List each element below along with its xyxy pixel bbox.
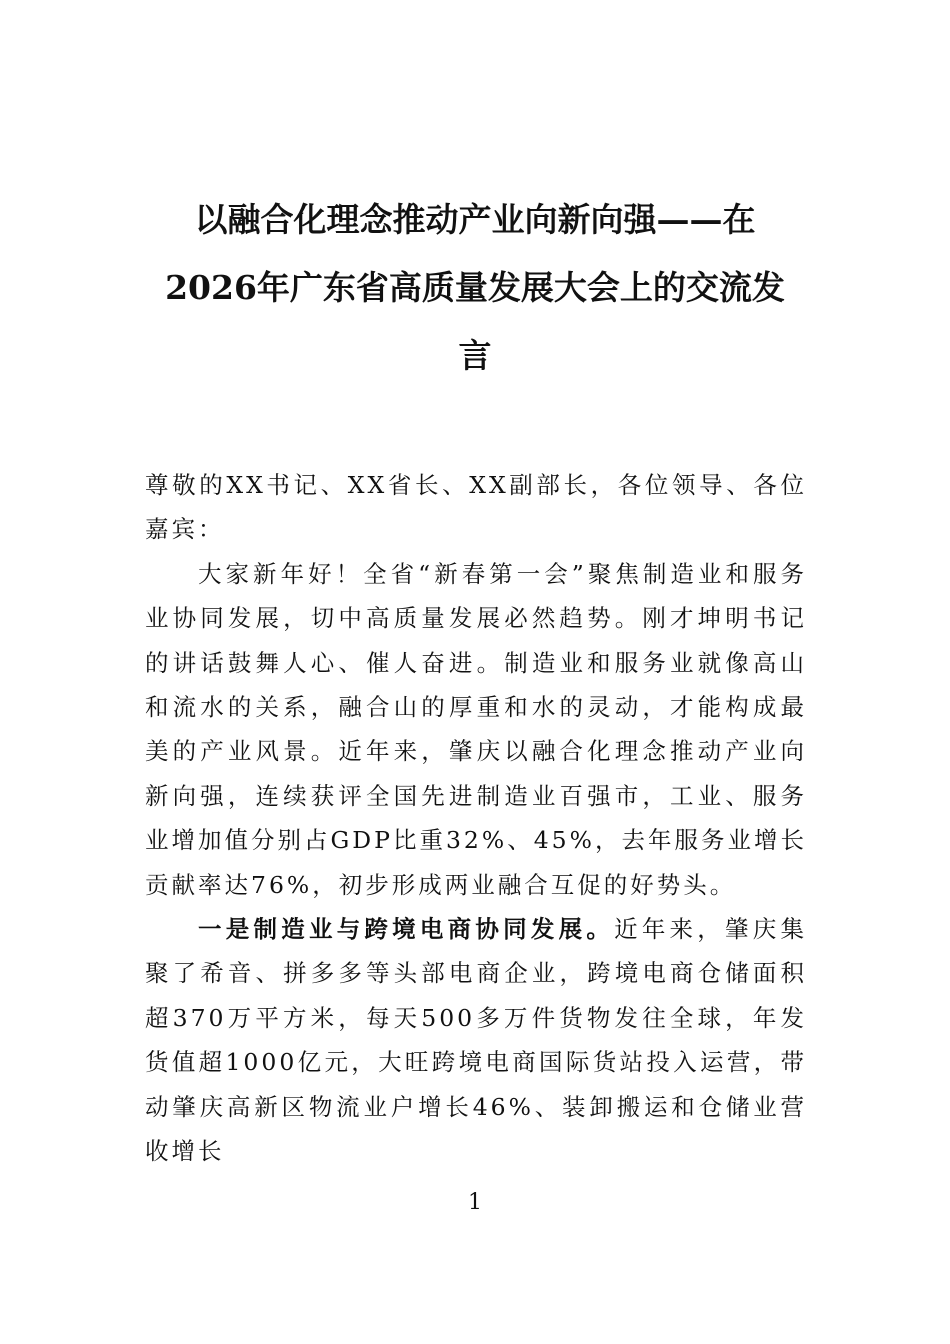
salutation: 尊敬的XX书记、XX省长、XX副部长，各位领导、各位嘉宾： <box>145 471 807 544</box>
title-line-1: 以融合化理念推动产业向新向强——在 <box>194 200 756 239</box>
title-line-2: 2026年广东省高质量发展大会上的交流发 <box>165 268 785 307</box>
document-title <box>145 186 805 390</box>
paragraph-point-one <box>145 907 807 1173</box>
title-line-3: 言 <box>458 336 492 375</box>
paragraph-point-one-text: 近年来，肇庆集聚了希音、拼多多等头部电商企业，跨境电商仓储面积超370万平方米，每天500多万件货物发往全球，年发货值超1000亿元，大旺跨境电商国际货站投入运营，带动肇庆高新区物流业户增长46%、装卸搬运和仓储业营收增长 <box>145 915 808 1166</box>
paragraph-point-one-lead: 一是制造业与跨境电商协同发展。 <box>198 915 615 944</box>
paragraph-opening: 大家新年好！全省“新春第一会”聚焦制造业和服务业协同发展，切中高质量发展必然趋势。刚才坤明书记的讲话鼓舞人心、催人奋进。制造业和服务业就像高山和流水的关系，融合山的厚重和水的灵动，才能构成最美的产业风景。近年来，肇庆以融合化理念推动产业向新向强，连续获评全国先进制造业百强市，工业、服务业增加值分别占GDP比重32%、45%，去年服务业增长贡献率达76%，初步形成两业融合互促的好势头。 <box>145 559 807 899</box>
page-number: 1 <box>468 1190 482 1215</box>
document-body <box>145 463 807 1174</box>
